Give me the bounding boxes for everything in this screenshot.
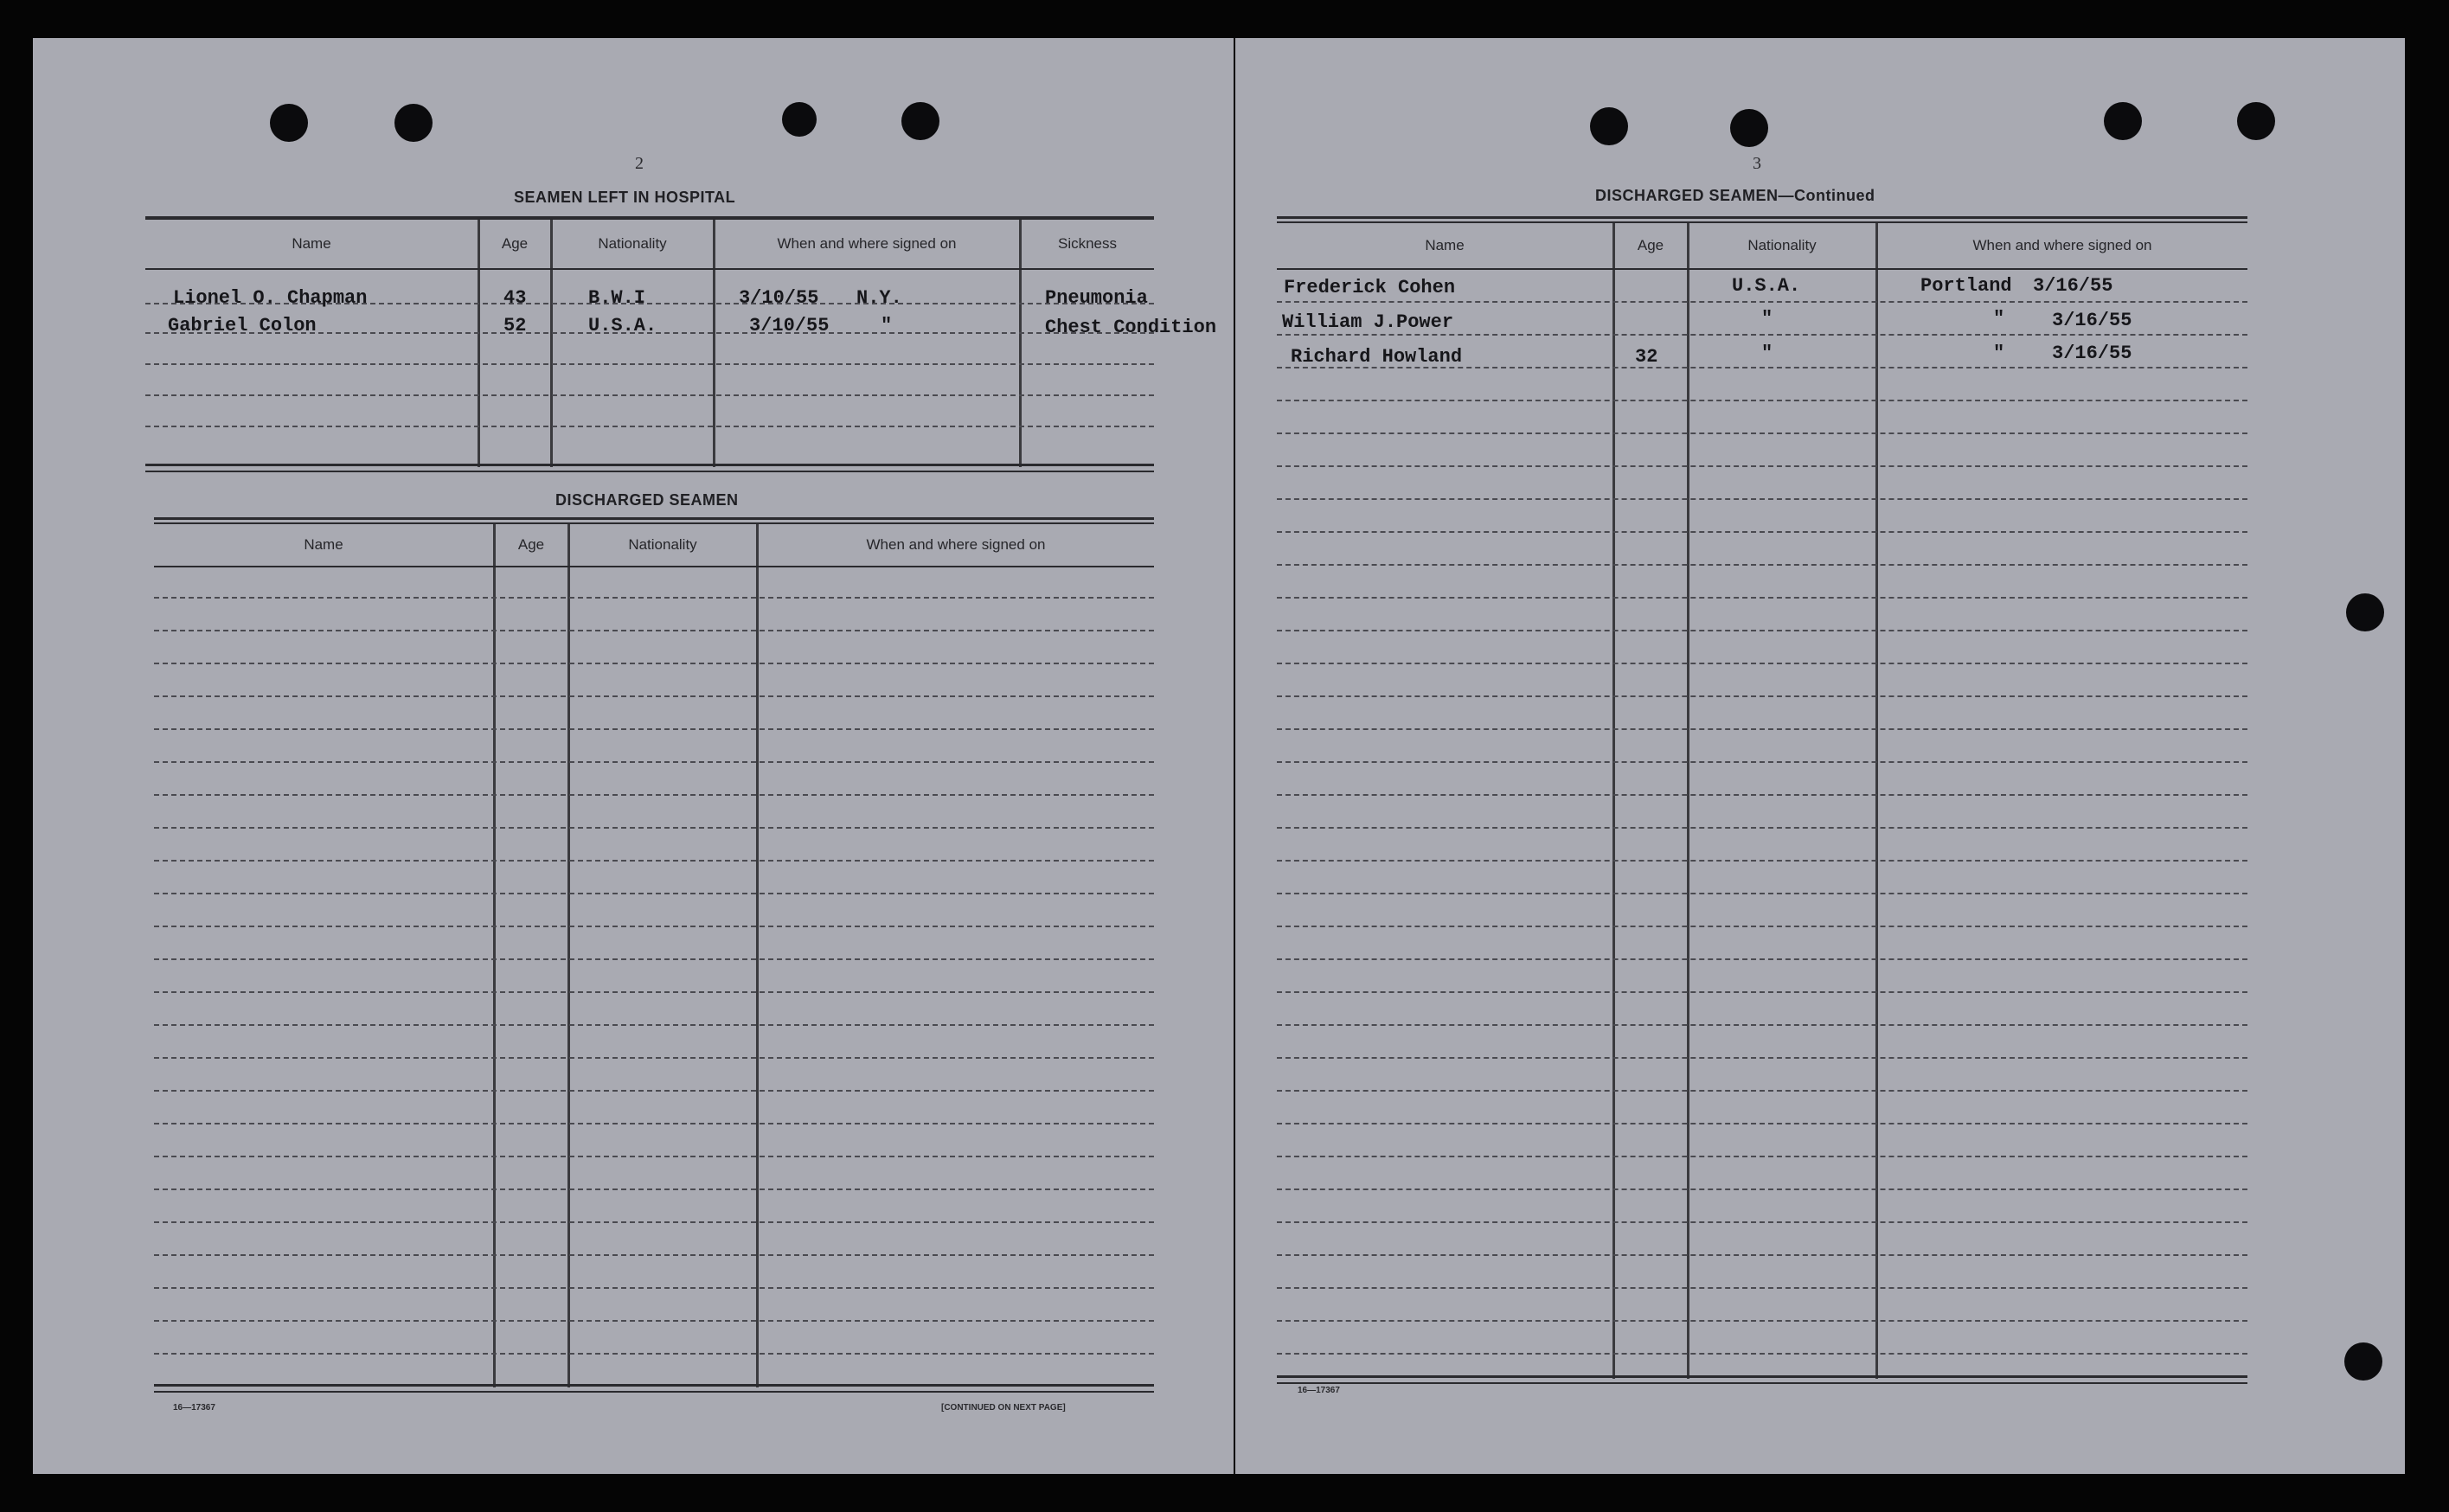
table-row-nationality: U.S.A. bbox=[1732, 275, 1801, 297]
hospital-heading: SEAMEN LEFT IN HOSPITAL bbox=[514, 189, 736, 206]
column-header-name: Name bbox=[1425, 237, 1465, 253]
table-row-date: 3/10/55 bbox=[739, 287, 819, 309]
punch-hole bbox=[782, 102, 817, 137]
table-row-place: N.Y. bbox=[856, 287, 902, 309]
punch-hole bbox=[394, 104, 433, 142]
table-row-age: 32 bbox=[1635, 346, 1658, 368]
column-header-signed-on: When and where signed on bbox=[1972, 237, 2152, 253]
table-row-date: 3/16/55 bbox=[2052, 343, 2132, 364]
punch-hole bbox=[2346, 593, 2384, 631]
column-header-age: Age bbox=[501, 235, 529, 252]
table-row-place: " bbox=[1993, 308, 2005, 330]
punch-hole bbox=[901, 102, 939, 140]
page-number: 2 bbox=[635, 154, 644, 173]
punch-hole bbox=[1590, 107, 1628, 145]
column-header-name: Name bbox=[292, 235, 331, 252]
punch-hole bbox=[2237, 102, 2275, 140]
column-header-nationality: Nationality bbox=[628, 536, 697, 553]
column-header-nationality: Nationality bbox=[1747, 237, 1817, 253]
discharged-table bbox=[154, 517, 1154, 1432]
table-row-name: Lionel O. Chapman bbox=[173, 287, 368, 309]
page-number: 3 bbox=[1753, 154, 1761, 173]
table-row-place: " bbox=[881, 315, 893, 336]
punch-hole bbox=[2344, 1342, 2382, 1381]
form-number: 16—17367 bbox=[1298, 1386, 1340, 1395]
continued-note: [CONTINUED ON NEXT PAGE] bbox=[941, 1403, 1066, 1413]
table-row-date: 3/16/55 bbox=[2052, 310, 2132, 331]
table-row-nationality: " bbox=[1761, 308, 1773, 330]
table-row-nationality: U.S.A. bbox=[588, 315, 657, 336]
column-header-name: Name bbox=[304, 536, 343, 553]
table-row-name: William J.Power bbox=[1282, 311, 1454, 333]
column-header-nationality: Nationality bbox=[598, 235, 667, 252]
table-row-date: 3/16/55 bbox=[2033, 275, 2113, 297]
column-header-age: Age bbox=[1637, 237, 1664, 253]
table-row-name: Gabriel Colon bbox=[168, 315, 317, 336]
column-header-sickness: Sickness bbox=[1057, 235, 1118, 252]
punch-hole bbox=[270, 104, 308, 142]
table-row-age: 43 bbox=[503, 287, 527, 309]
table-row-sickness: Pneumonia bbox=[1045, 287, 1148, 309]
left-page bbox=[33, 38, 1234, 1474]
column-header-age: Age bbox=[517, 536, 545, 553]
table-row-date: 3/10/55 bbox=[749, 315, 830, 336]
right-page bbox=[1235, 38, 2405, 1474]
table-row-nationality: " bbox=[1761, 343, 1773, 364]
table-row-sickness: Chest Condition bbox=[1045, 317, 1217, 338]
discharged-heading: DISCHARGED SEAMEN bbox=[555, 491, 739, 509]
table-row-name: Richard Howland bbox=[1291, 346, 1463, 368]
form-number: 16—17367 bbox=[173, 1403, 215, 1413]
discharged-continued-table bbox=[1277, 216, 2247, 1419]
punch-hole bbox=[1730, 109, 1768, 147]
table-row-place: Portland bbox=[1920, 275, 2012, 297]
column-header-signed-on: When and where signed on bbox=[866, 536, 1046, 553]
hospital-table bbox=[145, 216, 1217, 510]
table-row-age: 52 bbox=[503, 315, 527, 336]
table-row-place: " bbox=[1993, 343, 2005, 364]
table-row-name: Frederick Cohen bbox=[1284, 277, 1456, 298]
discharged-continued-heading: DISCHARGED SEAMEN—Continued bbox=[1595, 187, 1875, 204]
table-row-nationality: B.W.I bbox=[588, 287, 646, 309]
punch-hole bbox=[2104, 102, 2142, 140]
column-header-signed-on: When and where signed on bbox=[777, 235, 957, 252]
